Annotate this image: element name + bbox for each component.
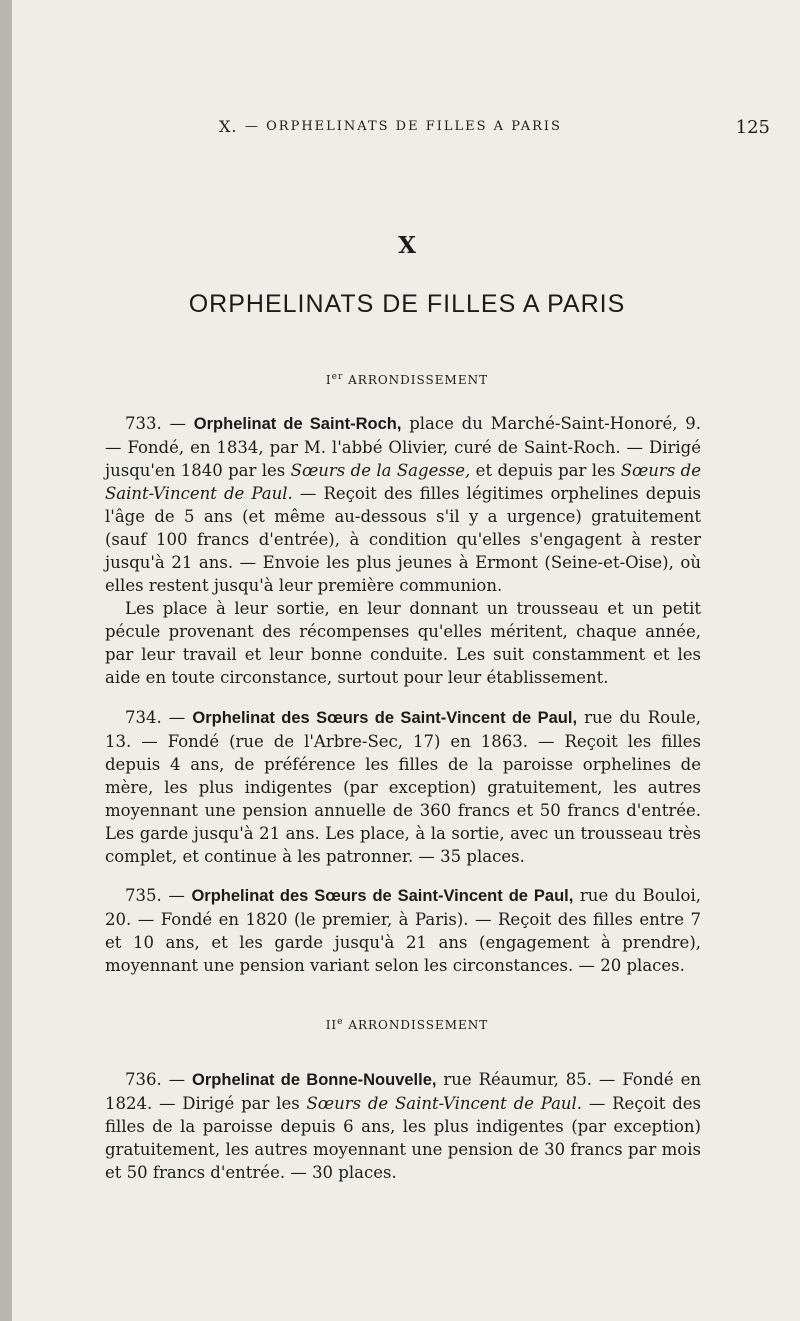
entry-text: — Reçoit des filles légitimes orphelines depuis l'âge de 5 ans (et même au-dessous s'il y a urgence) gratuitement (sauf 100 francs d'entrée), à condition qu'elles s'engagent à rester jusqu'à 21 ans. — Envoie les plus jeunes à Ermont (Seine-et-Oise), où elles restent jusqu'à leur première communion. — [105, 484, 702, 595]
entry-text: — Reçoit des filles de la paroisse depuis 6 ans, les plus indigentes (par exception) gratuitement, les autres moyennant une pension de 30 francs par mois et 50 francs d'entrée. — 30 places. — [105, 1094, 701, 1182]
entry-number: 733. — — [125, 414, 194, 433]
entry-734-paragraph — [105, 706, 701, 868]
chapter-title: ORPHELINATS DE FILLES A PARIS — [188, 290, 626, 318]
entry-735-paragraph — [105, 884, 701, 977]
arrondissement-label: ARRONDISSEMENT — [343, 1018, 489, 1032]
entry-text: et depuis par les — [470, 461, 621, 480]
entry-number: 735. — — [125, 886, 192, 905]
arrondissement-ordinal: II — [325, 1018, 338, 1032]
running-head-section: X. — [219, 117, 238, 136]
entry-text: rue du Roule, 13. — Fondé (rue de l'Arbre-Sec, 17) en 1863. — Reçoit les filles depuis 4 ans, de préférence les filles de la paroisse orphelines de mère, les plus indigentes (par exception) gratuitement, les autres moyennant une pension annuelle de 360 francs et 50 francs d'entrée. Les garde jusqu'à 21 ans. Les place, à la sortie, avec un trousseau très complet, et continue à les patronner. — 35 places. — [105, 708, 701, 866]
entry-title: Orphelinat des Sœurs de Saint-Vincent de Paul, — [192, 709, 578, 727]
entry-italic-text: Sœurs de la Sagesse, — [290, 461, 471, 480]
entry-number: 734. — — [125, 708, 193, 727]
arrondissement-suffix: e — [337, 1017, 344, 1027]
arrondissement-heading-1 — [12, 372, 800, 387]
entry-italic-text: Sœurs de Saint-Vincent de Paul. — [306, 1094, 583, 1113]
entry-text: place du Marché-Saint-Honoré, 9. — Fondé, en 1834, par M. l'abbé Olivier, curé de Saint-Roch. — Dirigé jusqu'en 1840 par les — [105, 414, 701, 480]
entry-733-paragraph-2: Les place à leur sortie, en leur donnant un trousseau et un petit pécule provenant des récompenses qu'elles méritent, chaque année, par leur travail et leur bonne conduite. Les suit constamment et les aide en toute circonstance, surtout pour leur établissement. — [105, 599, 701, 687]
arrondissement-suffix: er — [331, 372, 344, 382]
entry-736-paragraph — [105, 1068, 701, 1184]
entry-title: Orphelinat de Bonne-Nouvelle, — [192, 1071, 437, 1089]
entry-733 — [105, 412, 701, 689]
book-page — [12, 0, 800, 1321]
entry-number: 736. — — [125, 1070, 193, 1089]
entry-text: rue Réaumur, 85. — Fondé en 1824. — Dirigé par les — [105, 1070, 701, 1113]
entry-734 — [105, 706, 701, 868]
page-number: 125 — [735, 117, 770, 138]
arrondissement-ordinal: I — [325, 373, 332, 387]
entry-733-paragraph — [105, 412, 701, 597]
entry-title: Orphelinat de Saint-Roch, — [193, 415, 402, 433]
running-head-title: — ORPHELINATS DE FILLES A PARIS — [245, 119, 562, 134]
chapter-number: X — [398, 232, 416, 259]
arrondissement-heading-2 — [12, 1017, 800, 1032]
entry-title: Orphelinat des Sœurs de Saint-Vincent de Paul, — [191, 887, 574, 905]
entry-text: rue du Bouloi, 20. — Fondé en 1820 (le premier, à Paris). — Reçoit des filles entre 7 et 10 ans, et les garde jusqu'à 21 ans (engagement à prendre), moyennant une pension variant selon les circonstances. — 20 places. — [105, 886, 702, 975]
entry-735 — [105, 884, 701, 977]
entry-736 — [105, 1068, 701, 1184]
arrondissement-label: ARRONDISSEMENT — [343, 373, 489, 387]
running-head — [12, 117, 800, 141]
entry-italic-text: Sœurs de Saint-Vincent de Paul. — [105, 461, 702, 503]
